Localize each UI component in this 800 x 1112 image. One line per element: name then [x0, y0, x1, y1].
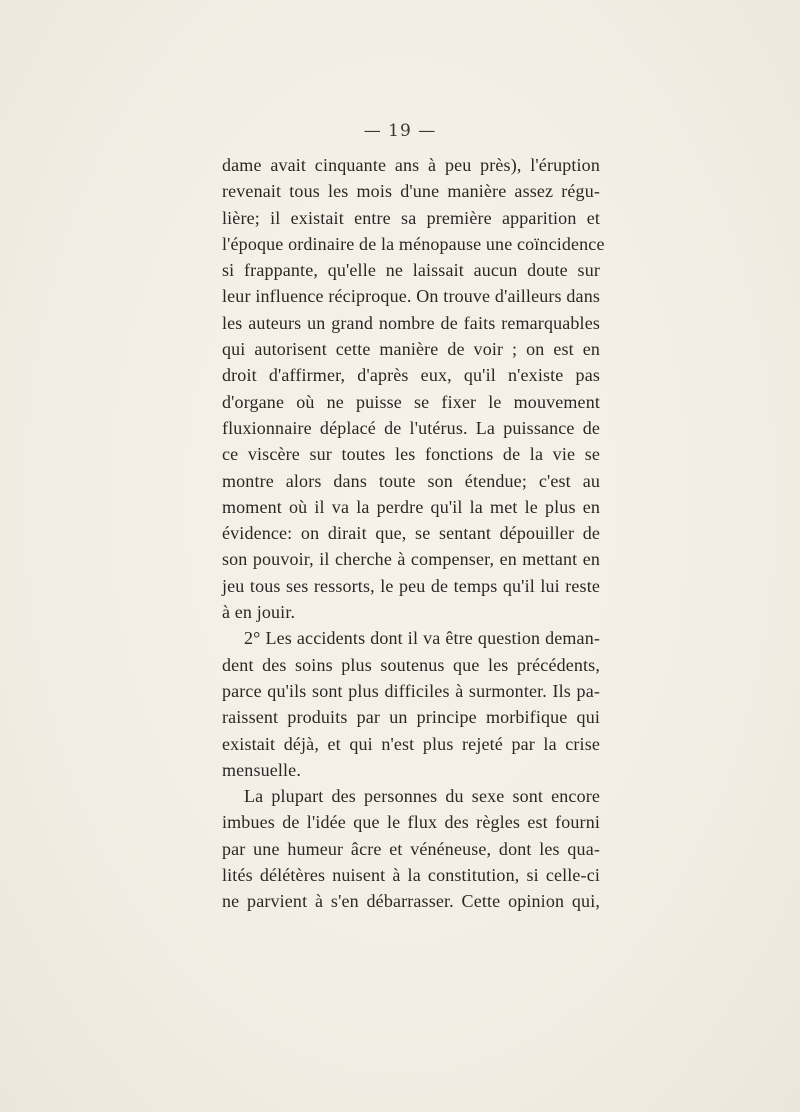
- text-line: les auteurs un grand nombre de faits remarquables: [222, 312, 600, 333]
- text-line: d'organe où ne puisse se fixer le mouvement: [222, 391, 600, 412]
- text-line: dent des soins plus soutenus que les précédents,: [222, 654, 600, 675]
- text-line: qui autorisent cette manière de voir ; on est en: [222, 339, 600, 360]
- text-line: dame avait cinquante ans à peu près), l'éruption: [222, 155, 600, 175]
- text-line: lités délétères nuisent à la constitution, si celle-ci: [222, 865, 600, 886]
- text-line: existait déjà, et qui n'est plus rejeté par la crise: [222, 733, 600, 754]
- text-line: montre alors dans toute son étendue; c'est au: [222, 470, 600, 491]
- text-line: jeu tous ses ressorts, le peu de temps qu'il lui reste: [222, 575, 600, 596]
- text-line: revenait tous les mois d'une manière assez régu-: [222, 181, 600, 202]
- text-line: raissent produits par un principe morbifique qui: [222, 707, 600, 728]
- text-line: 2° Les accidents dont il va être question deman-: [244, 628, 600, 649]
- text-line: leur influence réciproque. On trouve d'ailleurs dans: [222, 286, 600, 307]
- text-line: à en jouir.: [222, 602, 296, 623]
- text-line: évidence: on dirait que, se sentant dépouiller de: [222, 523, 600, 544]
- text-line: imbues de l'idée que le flux des règles est fourni: [222, 812, 600, 833]
- body-text: [222, 152, 605, 915]
- page-number: — 19 —: [363, 121, 437, 141]
- text-line: l'époque ordinaire de la ménopause une coïncidence: [222, 233, 605, 254]
- text-line: fluxionnaire déplacé de l'utérus. La puissance de: [222, 417, 600, 438]
- text-line: parce qu'ils sont plus difficiles à surmonter. Ils pa-: [222, 680, 600, 701]
- text-line: La plupart des personnes du sexe sont encore: [244, 786, 600, 807]
- text-line: droit d'affirmer, d'après eux, qu'il n'existe pas: [222, 365, 600, 386]
- text-line: ne parvient à s'en débarrasser. Cette opinion qui,: [222, 891, 600, 912]
- text-line: si frappante, qu'elle ne laissait aucun doute sur: [222, 260, 600, 281]
- text-line: mensuelle.: [222, 759, 301, 780]
- text-line: lière; il existait entre sa première apparition et: [222, 207, 600, 228]
- text-line: moment où il va la perdre qu'il la met le plus en: [222, 496, 600, 517]
- text-line: son pouvoir, il cherche à compenser, en mettant en: [222, 549, 600, 570]
- text-line: par une humeur âcre et vénéneuse, dont les qua-: [222, 838, 600, 859]
- text-line: ce viscère sur toutes les fonctions de la vie se: [222, 444, 600, 465]
